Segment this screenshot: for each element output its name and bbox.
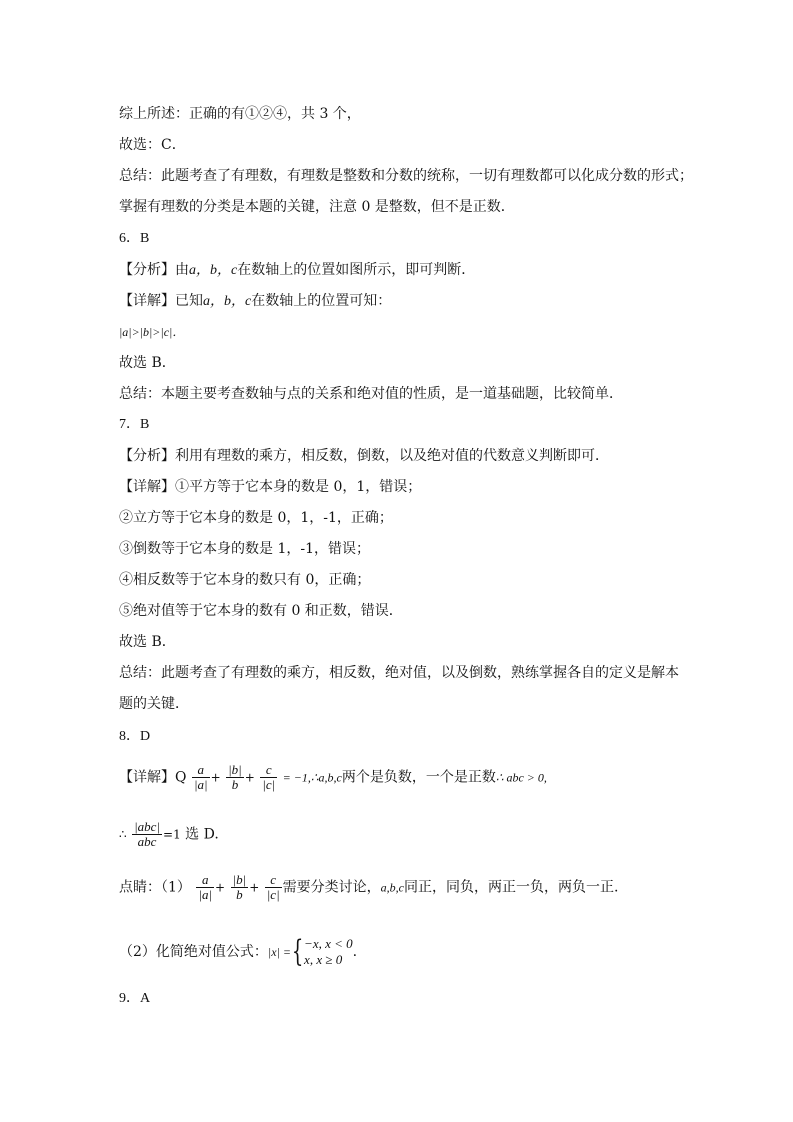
- question-6-heading: 6．B: [119, 231, 150, 246]
- fraction-c: $\frac{c}{|c|}$: [262, 762, 276, 792]
- variables-abc: a，b，c: [203, 294, 252, 309]
- q8-detail: 【详解】Q $\frac{a}{|a|}$ + $\frac{|b|}{b}$ + $\frac{c}{|c|}$ = −1,∴a,b,c两个是负数，一个是正数∴ abc > 0,: [119, 762, 547, 792]
- conclusion-line-2: 掌握有理数的分类是本题的关键，注意 0 是整数，但不是正数．: [119, 199, 515, 215]
- q7-detail-1: 【详解】①平方等于它本身的数是 0，1，错误；: [119, 479, 422, 495]
- piecewise-cases: −x, x < 0 x, x ≥ 0: [304, 936, 353, 967]
- q8-note-1: 点睛：（1） $\frac{a}{|a|}$ + $\frac{|b|}{b}$ + $\frac{c}{|c|}$ 需要分类讨论，a,b,c同正，同负，两正一负，两负一正.: [119, 872, 619, 902]
- fraction-b: $\frac{|b|}{b}$: [232, 872, 247, 902]
- fraction-b: $\frac{|b|}{b}$: [228, 762, 242, 792]
- q6-inequality: |a|>|b|>|c|．: [119, 325, 185, 339]
- q8-note-2: （2）化简绝对值公式：|x| ={ −x, x < 0 x, x ≥ 0 .: [119, 934, 358, 969]
- q6-answer: 故选 B．: [119, 355, 176, 371]
- q6-conclusion: 总结：本题主要考查数轴与点的关系和绝对值的性质，是一道基础题，比较简单．: [119, 386, 623, 402]
- q7-answer: 故选 B．: [119, 634, 176, 650]
- conclusion-line: 总结：此题考查了有理数，有理数是整数和分数的统称，一切有理数都可以化成分数的形式；: [119, 168, 693, 184]
- q7-analysis: 【分析】利用有理数的乘方，相反数，倒数，以及绝对值的代数意义判断即可．: [119, 448, 609, 464]
- q6-analysis: 【分析】由a，b，c在数轴上的位置如图所示，即可判断．: [119, 262, 476, 278]
- summary-line: 综上所述：正确的有①②④，共 3 个，: [119, 106, 361, 122]
- q7-conclusion-2: 题的关键．: [119, 696, 189, 712]
- question-9-heading: 9．A: [119, 991, 151, 1006]
- fraction-a: $\frac{a}{|a|}$: [193, 762, 208, 792]
- fraction-abc: $\frac{\text{|abc|}}{\text{abc}}$: [134, 819, 161, 849]
- q7-conclusion: 总结：此题考查了有理数的乘方，相反数，绝对值，以及倒数，熟练掌握各自的定义是解本: [119, 665, 679, 681]
- question-8-heading: 8．D: [119, 729, 151, 744]
- q7-detail-3: ③倒数等于它本身的数是 1，-1，错误；: [119, 541, 370, 557]
- q8-result: ∴ $\frac{\text{|abc|}}{\text{abc}}$ =1 选 D.: [119, 819, 219, 849]
- question-7-heading: 7．B: [119, 417, 150, 432]
- q7-detail-4: ④相反数等于它本身的数只有 0，正确；: [119, 572, 371, 588]
- answer-line: 故选：C．: [119, 137, 186, 153]
- fraction-c: $\frac{c}{|c|}$: [266, 872, 280, 902]
- variables-abc: a，b，c: [189, 263, 238, 278]
- q6-detail: 【详解】已知a，b，c在数轴上的位置可知：: [119, 293, 392, 309]
- left-brace-icon: {: [291, 934, 304, 969]
- q7-detail-5: ⑤绝对值等于它本身的数有 0 和正数，错误．: [119, 603, 403, 619]
- q7-detail-2: ②立方等于它本身的数是 0，1，-1，正确；: [119, 510, 393, 526]
- fraction-a: $\frac{a}{|a|}$: [198, 872, 213, 902]
